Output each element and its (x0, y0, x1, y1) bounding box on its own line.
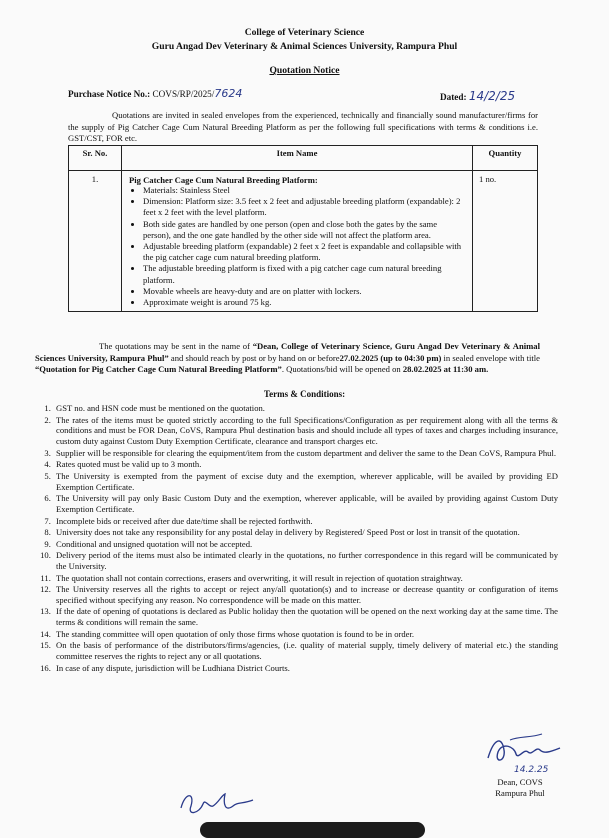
header-quantity: Quantity (473, 146, 538, 171)
term-item: 6. The University will pay only Basic Custom Duty and the exemption, wherever applicable, will be availed by providing against Custom Duty Exemption Certificate. (53, 493, 558, 515)
submission-paragraph (35, 341, 540, 376)
term-item: 14. The standing committee will open quotation of only those firms whose quotation is found to be in order. (53, 629, 558, 640)
term-item: 11. The quotation shall not contain corrections, erasers and overwriting, it will result in rejection of quotation straightway. (53, 573, 558, 584)
spec-item: • Materials: Stainless Steel (143, 185, 467, 196)
submission-text-2: and should reach by post or by hand on or before (168, 352, 340, 363)
term-item: 8. University does not take any responsibility for any postal delay in delivery by Registered/ Speed Post or lost in transit of the quotation. (53, 527, 558, 538)
spec-item: • Adjustable breeding platform (expandable) 2 feet x 2 feet is expandable and collapsible with the pig catcher cage cum natural breeding platform. (143, 241, 467, 263)
spec-item: • Dimension: Platform size: 3.5 feet x 2 feet and adjustable breeding platform (expandable): 2 feet x 2 feet with the level platform. (143, 196, 467, 218)
submission-title: “Quotation for Pig Catcher Cage Cum Natural Breeding Platform” (35, 364, 282, 374)
notice-title: Quotation Notice (269, 65, 340, 76)
header-item-name: Item Name (122, 146, 473, 171)
table-header-row (69, 146, 538, 171)
dated-label: Dated: (440, 92, 467, 102)
term-item: 4. Rates quoted must be valid up to 3 month. (53, 459, 558, 470)
spec-item: • Approximate weight is around 75 kg. (143, 297, 467, 308)
term-item: 2. The rates of the items must be quoted strictly according to the full Specifications/Configuration as per requirement along with all the terms & conditions and must be FOR Dean, CoVS, Rampura Phul destination basis and should include all types of taxes and charges including insurance, custom duty against Custom Duty Exemption Certificate, clearance and transport charges etc. (53, 415, 558, 448)
submission-addressee: “Dean, College of Veterinary Science, Guru Angad Dev Veterinary & Animal Sciences University, Rampura Phul” (35, 341, 540, 363)
dean-block (470, 777, 570, 799)
purchase-notice-number: COVS/RP/2025/ (152, 89, 215, 99)
term-item: 9. Conditional and unsigned quotation will not be accepted. (53, 539, 558, 550)
college-name: College of Veterinary Science (244, 27, 365, 38)
spec-item: • Movable wheels are heavy-duty and are on platter with lockers. (143, 286, 467, 297)
term-item: 1. GST no. and HSN code must be mentioned on the quotation. (53, 403, 558, 414)
term-item: 5. The University is exempted from the payment of excise duty and the exemption, wherever applicable, will be availed by providing ED Exemption Certificate. (53, 471, 558, 493)
term-item: 13. If the date of opening of quotations is declared as Public holiday then the quotation will be opened on the next working day at the same time. The terms & conditions will remain the same. (53, 606, 558, 628)
term-item: 7. Incomplete bids or received after due date/time shall be rejected forthwith. (53, 516, 558, 527)
screen-overlay-bar (200, 822, 425, 838)
term-item: 10. Delivery period of the items must also be intimated clearly in the quotations, no further correspondence in this regard will be communicated by the University. (53, 550, 558, 572)
dean-location: Rampura Phul (495, 788, 545, 798)
purchase-notice-label: Purchase Notice No.: (68, 89, 151, 99)
items-table (68, 145, 538, 312)
signature-date: 14.2.25 (514, 765, 549, 775)
item-title: Pig Catcher Cage Cum Natural Breeding Platform: (129, 175, 318, 185)
term-item: 12. The University reserves all the rights to accept or reject any/all quotation(s) and to increase or decrease quantity or configuration of items specified without specifying any reason. No correspondence will be made on this matter. (53, 584, 558, 606)
dean-signature (480, 728, 570, 776)
row-sr-no: 1. (69, 171, 122, 312)
submission-text-1: The quotations may be sent in the name of (99, 341, 253, 351)
submission-text-3: in sealed envelope with title (441, 352, 540, 363)
term-item: 16. In case of any dispute, jurisdiction will be Ludhiana District Courts. (53, 663, 558, 674)
terms-title: Terms & Conditions: (263, 389, 346, 399)
dean-title: Dean, COVS (497, 777, 543, 787)
university-name: Guru Angad Dev Veterinary & Animal Sciences University, Rampura Phul (151, 41, 458, 52)
term-item: 15. On the basis of performance of the distributors/firms/agencies, (i.e. quality of material supply, timely delivery of material etc.) the standing committee reserves the rights to reject any or all quotations. (53, 640, 558, 662)
terms-list (35, 403, 558, 674)
header-sr-no: Sr. No. (69, 146, 122, 171)
dated (440, 89, 515, 103)
handwritten-notice-number: 7624 (214, 87, 243, 100)
initials-signature (175, 786, 265, 820)
term-item: 3. Supplier will be responsible for clearing the equipment/item from the custom department and deliver the same to the Dean CoVS, Rampura Phul. (53, 448, 558, 459)
submission-deadline: 27.02.2025 (up to 04:30 pm) (339, 352, 442, 363)
submission-text-4: . Quotations/bid will be opened on (281, 364, 403, 374)
table-row (69, 171, 538, 312)
submission-opening: 28.02.2025 at 11:30 am. (402, 364, 489, 374)
row-quantity: 1 no. (473, 171, 538, 312)
spec-list (123, 185, 471, 310)
purchase-notice (68, 87, 242, 100)
row-item-cell (122, 171, 473, 312)
intro-paragraph: Quotations are invited in sealed envelopes from the experienced, technically and financially sound manufacturer/firms for the supply of Pig Catcher Cage Cum Natural Breeding Platform as per the following full specifications with terms & conditions i.e. GST/CST, FOR etc. (68, 110, 538, 143)
handwritten-date: 14/2/25 (468, 89, 516, 103)
spec-item: • The adjustable breeding platform is fixed with a pig catcher cage cum natural breeding platform. (143, 263, 467, 285)
spec-item: • Both side gates are handled by one person (open and close both the gates by the same person), and the one gate handled by the other side will not affect the platform area. (143, 219, 467, 241)
